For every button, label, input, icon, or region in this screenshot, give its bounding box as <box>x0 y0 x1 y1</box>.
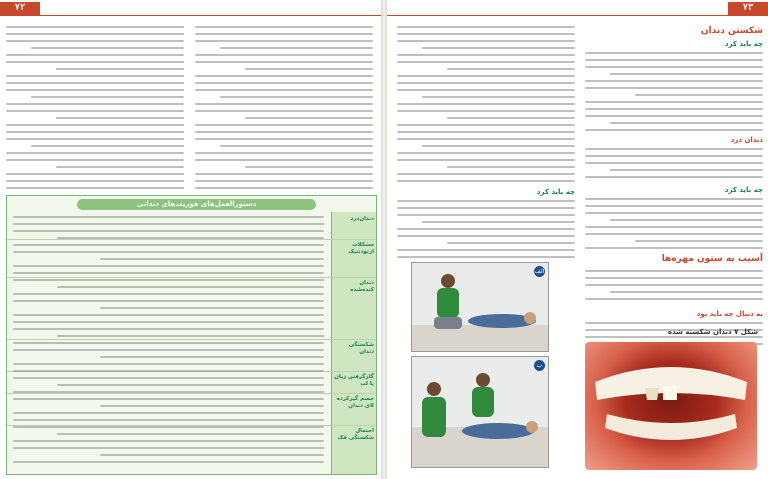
text-line <box>585 59 763 61</box>
text-line <box>610 122 763 124</box>
text-line <box>195 131 373 133</box>
text-line <box>585 148 763 150</box>
text-line <box>6 26 184 28</box>
text-line <box>585 101 763 103</box>
text-line <box>585 233 763 235</box>
text-line <box>6 187 184 189</box>
text-line <box>397 124 575 126</box>
text-line <box>397 131 575 133</box>
subheading: چه باید کرد <box>536 188 575 196</box>
text-line <box>13 321 324 323</box>
table-row-label: احتمال شکستگی فک <box>337 428 374 441</box>
text-line <box>585 162 763 164</box>
text-line <box>245 117 373 119</box>
text-line <box>13 447 324 449</box>
text-line <box>6 138 184 140</box>
text-line <box>397 256 575 258</box>
photo-recovery-position <box>411 262 549 352</box>
text-line <box>397 103 575 105</box>
text-line <box>13 391 324 393</box>
photo-badge: ب <box>534 360 545 371</box>
left-column <box>6 20 184 192</box>
text-line <box>397 110 575 112</box>
photo-log-roll <box>411 356 549 468</box>
text-line <box>585 198 763 200</box>
text-line <box>397 33 575 35</box>
text-line <box>585 247 763 249</box>
text-line <box>397 40 575 42</box>
text-line <box>195 40 373 42</box>
text-line <box>585 80 763 82</box>
text-line <box>195 180 373 182</box>
text-line <box>6 124 184 126</box>
text-line <box>447 166 575 168</box>
text-line <box>635 94 763 96</box>
text-line <box>397 214 575 216</box>
text-line <box>13 293 324 295</box>
text-line <box>13 461 324 463</box>
text-line <box>447 117 575 119</box>
text-line <box>100 356 324 358</box>
middle-column <box>195 20 373 192</box>
text-line <box>585 336 763 338</box>
photo-badge: الف <box>534 268 545 275</box>
text-line <box>422 47 575 49</box>
text-line <box>397 89 575 91</box>
text-line <box>6 173 184 175</box>
text-line <box>13 265 324 267</box>
text-line <box>6 61 184 63</box>
text-line <box>245 166 373 168</box>
text-line <box>13 328 324 330</box>
right-column <box>585 18 763 358</box>
text-line <box>6 82 184 84</box>
text-line <box>397 235 575 237</box>
text-line <box>397 228 575 230</box>
text-line <box>447 242 575 244</box>
text-line <box>57 286 324 288</box>
text-line <box>13 230 324 232</box>
subheading: به دنبال چه باید بود <box>696 310 763 318</box>
text-line <box>13 223 324 225</box>
text-line <box>6 103 184 105</box>
text-line <box>195 187 373 189</box>
right-page <box>387 0 768 479</box>
text-line <box>57 384 324 386</box>
table-row-label: مشکلات ارتودنتیک <box>348 242 374 255</box>
text-line <box>13 216 324 218</box>
text-line <box>195 152 373 154</box>
text-line <box>397 82 575 84</box>
text-line <box>635 240 763 242</box>
text-line <box>585 270 763 272</box>
text-line <box>13 314 324 316</box>
text-line <box>195 173 373 175</box>
text-line <box>13 251 324 253</box>
text-line <box>195 26 373 28</box>
text-line <box>13 349 324 351</box>
text-line <box>195 33 373 35</box>
section-heading: آسیب به ستون مهره‌ها <box>661 254 763 264</box>
text-line <box>57 237 324 239</box>
text-line <box>195 159 373 161</box>
text-line <box>31 145 184 147</box>
left-page <box>0 0 381 479</box>
text-line <box>585 298 763 300</box>
text-line <box>13 279 324 281</box>
text-line <box>585 277 763 279</box>
table-row-label: شکستگی دندان <box>348 342 374 355</box>
text-line <box>6 159 184 161</box>
text-line <box>13 363 324 365</box>
figure-caption: شکل ۷ دندان شکسته شده <box>667 328 758 336</box>
text-line <box>195 89 373 91</box>
text-line <box>397 249 575 251</box>
text-line <box>31 96 184 98</box>
text-line <box>397 54 575 56</box>
text-line <box>13 377 324 379</box>
text-line <box>13 440 324 442</box>
text-line <box>6 131 184 133</box>
text-line <box>100 307 324 309</box>
text-line <box>57 335 324 337</box>
text-line <box>397 138 575 140</box>
text-line <box>195 110 373 112</box>
text-line <box>447 68 575 70</box>
subheading: چه باید کرد <box>724 186 763 194</box>
text-line <box>56 68 184 70</box>
text-line <box>397 207 575 209</box>
broken-tooth-photo <box>585 342 757 470</box>
text-line <box>397 159 575 161</box>
table-row-label: جسم گیرکرده لای دندان <box>336 396 374 409</box>
text-line <box>13 244 324 246</box>
text-line <box>245 68 373 70</box>
text-line <box>6 180 184 182</box>
text-line <box>585 284 763 286</box>
page-number: ۷۲ <box>0 2 40 15</box>
text-line <box>397 26 575 28</box>
text-line <box>13 370 324 372</box>
text-line <box>397 61 575 63</box>
text-line <box>100 454 324 456</box>
table-row-label: گازگرفتن زبان یا لب <box>334 374 374 387</box>
text-line <box>6 152 184 154</box>
text-line <box>585 115 763 117</box>
text-line <box>13 419 324 421</box>
text-line <box>397 200 575 202</box>
header-rule <box>387 15 768 16</box>
text-line <box>422 145 575 147</box>
text-line <box>13 272 324 274</box>
text-line <box>6 110 184 112</box>
text-line <box>585 52 763 54</box>
text-line <box>585 212 763 214</box>
text-line <box>610 291 763 293</box>
table-title: دستورالعمل‌های فوریت‌های دندانی <box>77 199 316 210</box>
text-line <box>422 96 575 98</box>
text-line <box>220 47 373 49</box>
text-line <box>6 40 184 42</box>
table-row-label: دندان‌درد <box>350 216 374 222</box>
text-line <box>397 173 575 175</box>
inner-column <box>397 18 575 258</box>
text-line <box>6 89 184 91</box>
page-number: ۷۳ <box>728 2 768 15</box>
text-line <box>13 342 324 344</box>
table-row-label: دندان کنده‌شده <box>350 280 374 293</box>
text-line <box>195 124 373 126</box>
text-line <box>585 226 763 228</box>
text-line <box>585 66 763 68</box>
text-line <box>6 54 184 56</box>
text-line <box>56 166 184 168</box>
text-line <box>585 322 763 324</box>
text-line <box>195 138 373 140</box>
text-line <box>220 145 373 147</box>
text-line <box>610 219 763 221</box>
text-line <box>100 405 324 407</box>
text-line <box>56 117 184 119</box>
text-line <box>6 75 184 77</box>
text-line <box>195 61 373 63</box>
text-line <box>195 103 373 105</box>
text-line <box>195 75 373 77</box>
subheading: چه باید کرد <box>724 40 763 48</box>
emergency-instructions-table <box>6 195 377 475</box>
text-line <box>195 54 373 56</box>
text-line <box>585 129 763 131</box>
text-line <box>585 155 763 157</box>
text-line <box>13 426 324 428</box>
text-line <box>100 258 324 260</box>
text-line <box>31 47 184 49</box>
text-line <box>585 87 763 89</box>
text-line <box>397 152 575 154</box>
text-line <box>220 96 373 98</box>
section-heading: دندان درد <box>730 136 763 144</box>
text-line <box>13 300 324 302</box>
text-line <box>6 33 184 35</box>
text-line <box>57 433 324 435</box>
text-line <box>585 205 763 207</box>
text-line <box>13 398 324 400</box>
section-heading: شکستن دندان <box>700 26 763 36</box>
text-line <box>585 108 763 110</box>
text-line <box>397 75 575 77</box>
text-line <box>610 169 763 171</box>
header-rule <box>0 15 381 16</box>
text-line <box>195 82 373 84</box>
text-line <box>585 176 763 178</box>
text-line <box>13 412 324 414</box>
text-line <box>610 73 763 75</box>
text-line <box>422 221 575 223</box>
text-line <box>397 180 575 182</box>
